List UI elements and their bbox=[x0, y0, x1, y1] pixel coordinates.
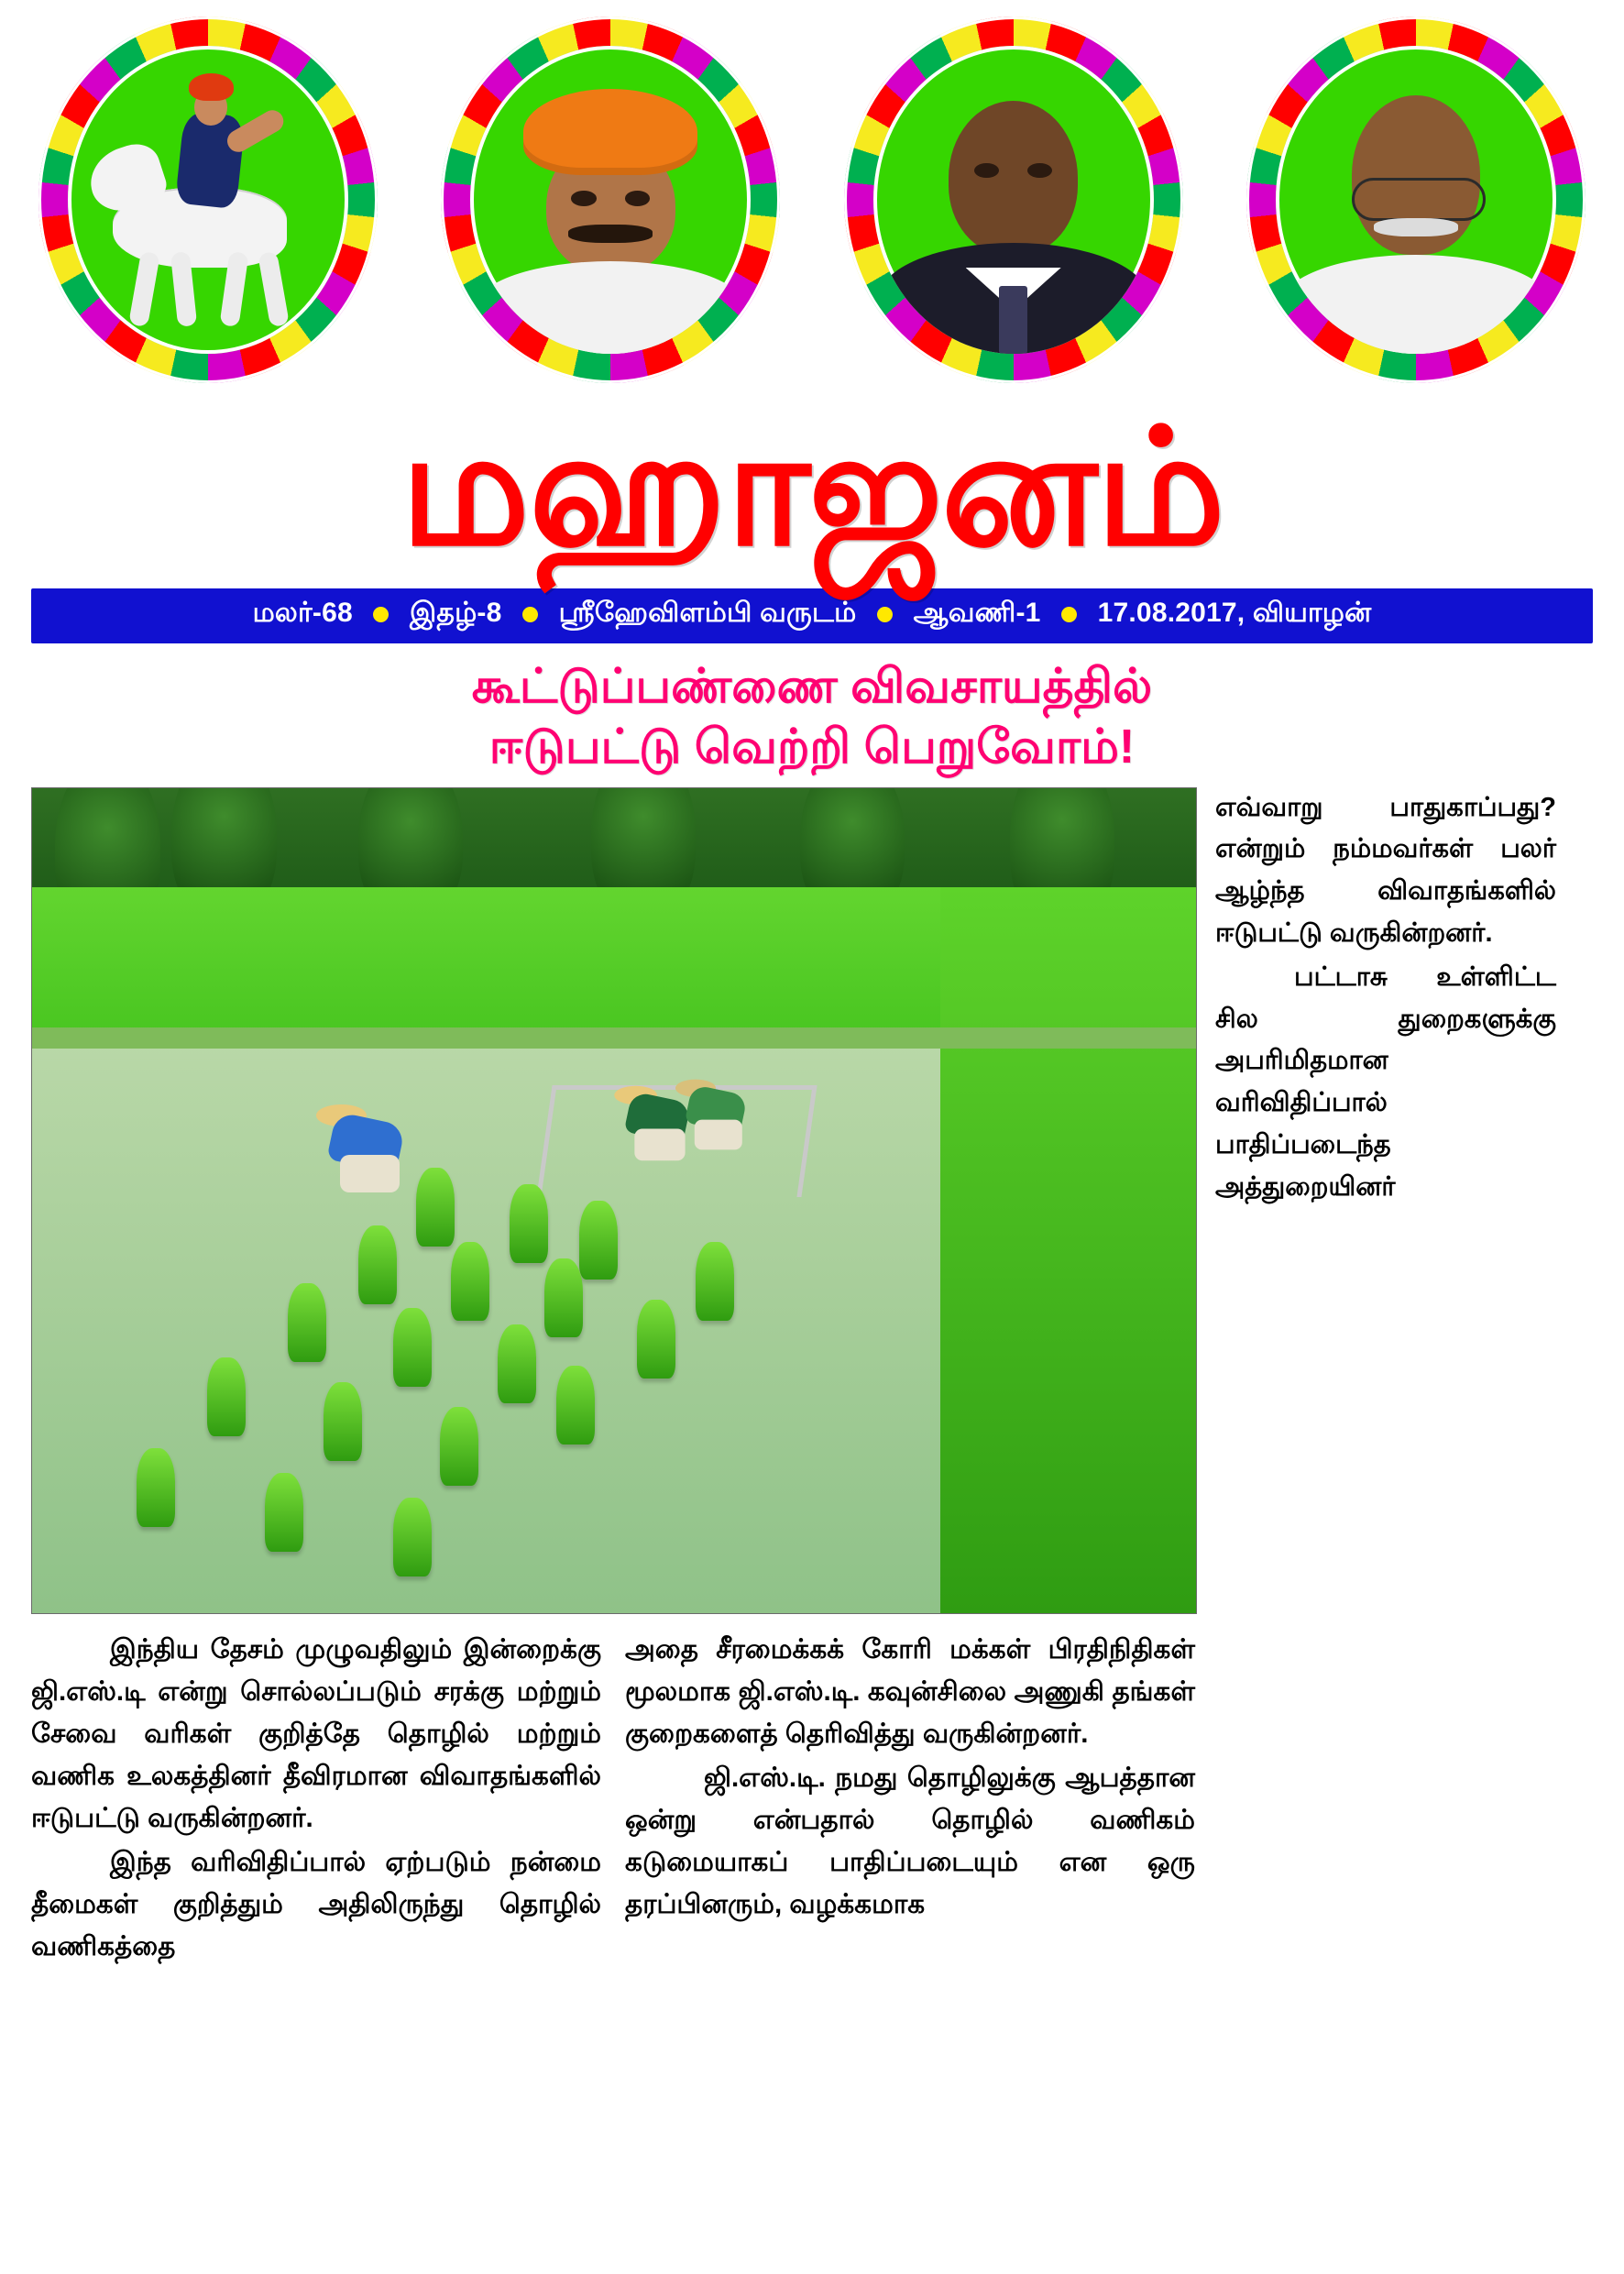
portrait-inner bbox=[470, 46, 751, 354]
paragraph: எவ்வாறு பாதுகாப்பது? என்றும் நம்மவர்கள் பலர் ஆழ்ந்த விவாதங்களில் ஈடுபட்டு வருகின்றனர். bbox=[1215, 792, 1556, 949]
portrait-row bbox=[31, 0, 1593, 383]
portrait-elder-leader bbox=[1246, 16, 1586, 383]
issue-volume: மலர்-68 bbox=[252, 597, 353, 628]
page-title: மஹாஜனம் bbox=[400, 399, 1224, 578]
portrait-horse-rider bbox=[38, 16, 378, 383]
main-headline bbox=[31, 656, 1593, 778]
paragraph: இந்திய தேசம் முழுவதிலும் இன்றைக்கு ஜி.எஸ்.டி என்று சொல்லப்படும் சரக்கு மற்றும் சேவை வரிகள் குறித்தே தொழில் மற்றும் வணிக உலகத்தினர் தீவிரமான விவாதங்களில் ஈடுபட்டு வருகின்றனர். bbox=[31, 1633, 601, 1833]
turban-leader-figure bbox=[470, 46, 751, 354]
issue-date: 17.08.2017, வியாழன் bbox=[1097, 597, 1372, 628]
elder-leader-figure bbox=[1276, 46, 1556, 354]
portrait-inner bbox=[68, 46, 348, 354]
article-right-top bbox=[1215, 787, 1556, 1209]
paddy-field-photo bbox=[31, 787, 1197, 1614]
suited-leader-figure bbox=[873, 46, 1154, 354]
worker-figure bbox=[312, 1085, 422, 1195]
horse-rider-figure bbox=[68, 46, 348, 354]
portrait-suited-leader bbox=[844, 16, 1183, 383]
right-text-column bbox=[1215, 787, 1556, 1614]
paragraph: அதை சீரமைக்கக் கோரி மக்கள் பிரதிநிதிகள் மூலமாக ஜி.எஸ்.டி. கவுன்சிலை அணுகி தங்கள் குறைகளைத் தெரிவித்து வருகின்றனர். bbox=[625, 1633, 1195, 1749]
separator-dot-icon bbox=[1061, 607, 1077, 622]
headline-line-1: கூட்டுப்பண்ணை விவசாயத்தில் bbox=[471, 659, 1153, 713]
separator-dot-icon bbox=[522, 607, 538, 622]
bottom-text-columns bbox=[31, 1629, 1593, 1970]
paragraph: இந்த வரிவிதிப்பால் ஏற்படும் நன்மை தீமைகள் குறித்தும் அதிலிருந்து தொழில் வணிகத்தை bbox=[31, 1846, 601, 1961]
portrait-inner bbox=[873, 46, 1154, 354]
issue-info-bar bbox=[31, 588, 1593, 643]
separator-dot-icon bbox=[373, 607, 389, 622]
separator-dot-icon bbox=[877, 607, 893, 622]
portrait-inner bbox=[1276, 46, 1556, 354]
paragraph: ஜி.எஸ்.டி. நமது தொழிலுக்கு ஆபத்தான ஒன்று என்பதால் தொழில் வணிகம் கடுமையாகப் பாதிப்படையும் என ஒரு தரப்பினரும், வழக்கமாக bbox=[625, 1762, 1195, 1919]
photo-column bbox=[31, 787, 1195, 1614]
issue-year: ஸ்ரீஹேவிளம்பி வருடம் bbox=[558, 597, 857, 628]
bottom-column-right bbox=[625, 1629, 1195, 1970]
bottom-column-left bbox=[31, 1629, 601, 1970]
issue-month: ஆவணி-1 bbox=[913, 597, 1041, 628]
worker-figure bbox=[672, 1063, 760, 1151]
masthead-title-wrap bbox=[31, 399, 1593, 578]
paragraph: பட்டாசு உள்ளிட்ட சில துறைகளுக்கு அபரிமிதமான வரிவிதிப்பால் பாதிப்படைந்த அத்துறையினர் bbox=[1215, 961, 1556, 1202]
content-area bbox=[31, 787, 1593, 1614]
portrait-turban-leader bbox=[441, 16, 780, 383]
headline-line-2: ஈடுபட்டு வெற்றி பெறுவோம்! bbox=[488, 720, 1136, 774]
issue-number: இதழ்-8 bbox=[409, 597, 502, 628]
